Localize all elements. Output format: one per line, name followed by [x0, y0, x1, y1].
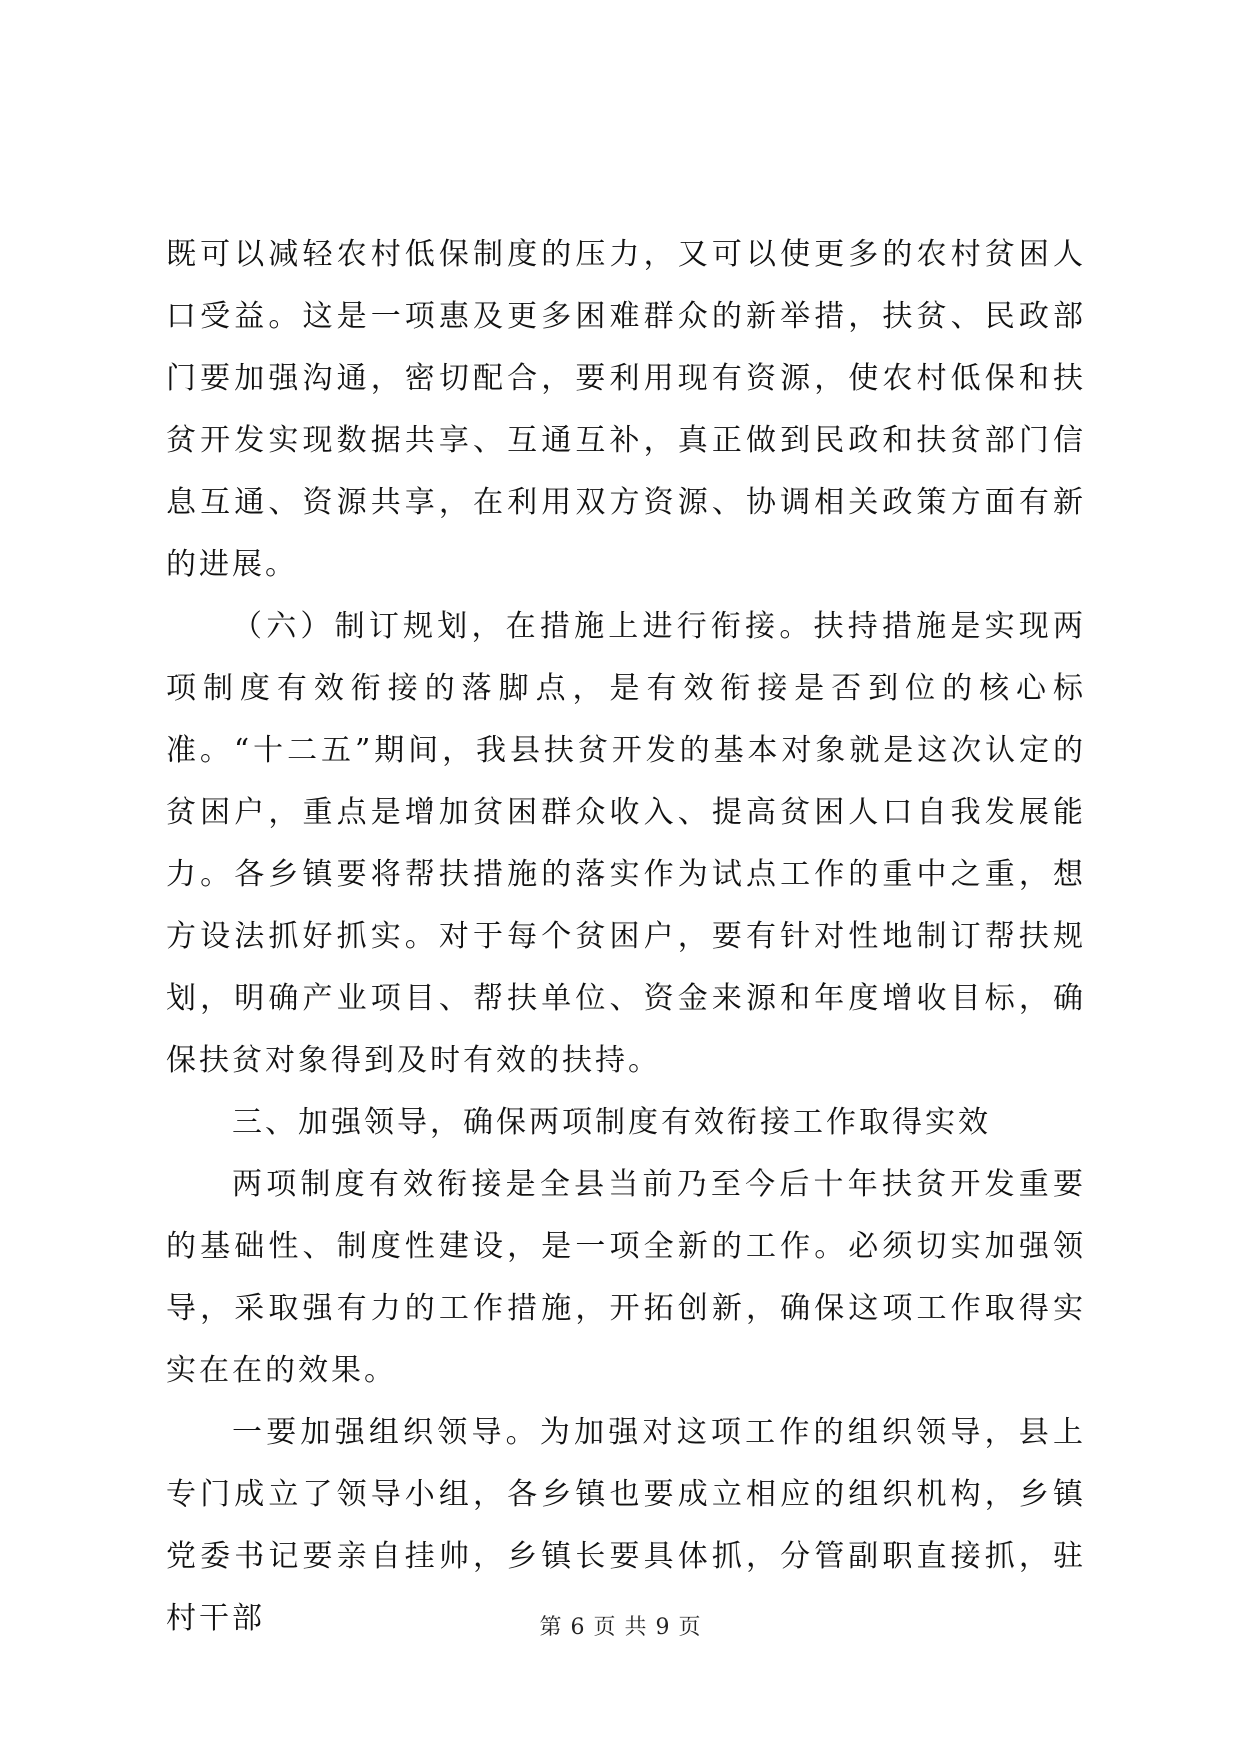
paragraph-leadership-intro: 两项制度有效衔接是全县当前乃至今后十年扶贫开发重要的基础性、制度性建设，是一项全新的工作。必须切实加强领导，采取强有力的工作措施，开拓创新，确保这项工作取得实实在在的效果。: [166, 1167, 1086, 1388]
page-number-footer: 第 6 页 共 9 页: [539, 1615, 702, 1640]
paragraph-continuation: 既可以减轻农村低保制度的压力，又可以使更多的农村贫困人口受益。这是一项惠及更多困难群众的新举措，扶贫、民政部门要加强沟通，密切配合，要利用现有资源，使农村低保和扶贫开发实现数据共享、互通互补，真正做到民政和扶贫部门信息互通、资源共享，在利用双方资源、协调相关政策方面有新的进展。: [166, 237, 1086, 582]
document-body: [166, 224, 1086, 1650]
section-heading-three: 三、加强领导，确保两项制度有效衔接工作取得实效: [232, 1105, 991, 1140]
paragraph-section-six: （六）制订规划，在措施上进行衔接。扶持措施是实现两项制度有效衔接的落脚点，是有效衔接是否到位的核心标准。“十二五”期间，我县扶贫开发的基本对象就是这次认定的贫困户，重点是增加贫困群众收入、提高贫困人口自我发展能力。各乡镇要将帮扶措施的落实作为试点工作的重中之重，想方设法抓好抓实。对于每个贫困户，要有针对性地制订帮扶规划，明确产业项目、帮扶单位、资金来源和年度增收目标，确保扶贫对象得到及时有效的扶持。: [166, 609, 1086, 1078]
paragraph-organization-leadership: 一要加强组织领导。为加强对这项工作的组织领导，县上专门成立了领导小组，各乡镇也要成立相应的组织机构，乡镇党委书记要亲自挂帅，乡镇长要具体抓，分管副职直接抓，驻村干部: [166, 1415, 1086, 1636]
